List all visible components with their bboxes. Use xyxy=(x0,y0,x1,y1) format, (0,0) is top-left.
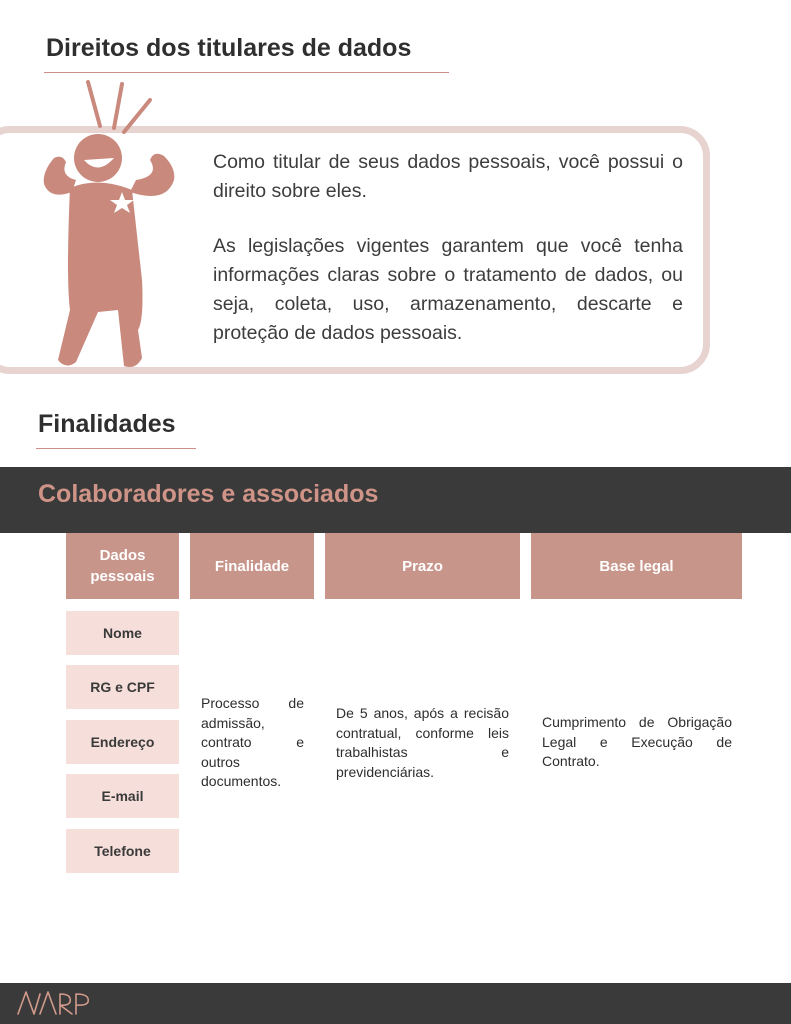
table-cell-prazo: De 5 anos, após a recisão contratual, conforme leis trabalhistas e previdenciárias. xyxy=(336,705,509,780)
section-band-title: Colaboradores e associados xyxy=(38,480,379,508)
title-underline xyxy=(36,448,196,449)
narp-logo xyxy=(16,988,92,1018)
table-header-prazo: Prazo xyxy=(325,533,520,599)
table-header-base-legal: Base legal xyxy=(531,533,742,599)
footer-bar xyxy=(0,983,791,1024)
section-title-finalidades: Finalidades xyxy=(38,410,176,438)
cheering-person-icon xyxy=(36,80,186,370)
data-item-telefone: Telefone xyxy=(66,829,179,873)
data-item-rg-cpf: RG e CPF xyxy=(66,665,179,709)
section-title-rights: Direitos dos titulares de dados xyxy=(46,34,412,62)
table-cell-base-legal: Cumprimento de Obrigação Legal e Execução de Contrato. xyxy=(542,714,732,769)
title-underline xyxy=(44,72,449,73)
data-item-nome: Nome xyxy=(66,611,179,655)
table-header-dados-pessoais: Dados pessoais xyxy=(66,533,179,599)
data-item-endereco: Endereço xyxy=(66,720,179,764)
rights-paragraph-1: Como titular de seus dados pessoais, você possui o direito sobre eles. xyxy=(213,151,683,202)
data-item-email: E-mail xyxy=(66,774,179,818)
table-cell-finalidade: Processo de admissão, contrato e outros documentos. xyxy=(201,695,304,789)
rights-paragraph-2: As legislações vigentes garantem que você tenha informações claras sobre o tratamento de dados, ou seja, coleta, uso, armazenamento, descarte e proteção de dados pessoais. xyxy=(213,235,683,344)
table-header-finalidade: Finalidade xyxy=(190,533,314,599)
